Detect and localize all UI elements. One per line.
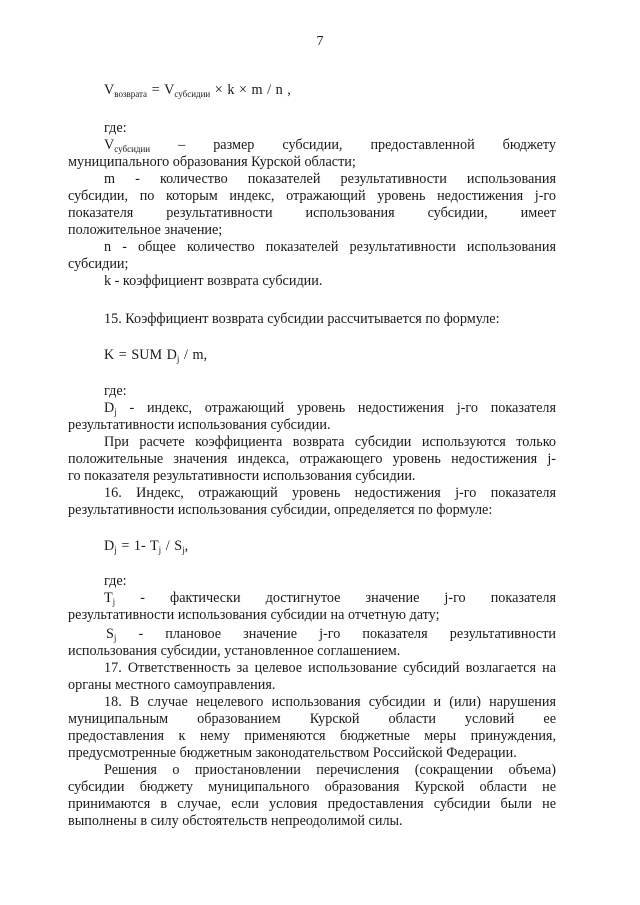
- where-label-3: где:: [104, 573, 127, 589]
- def-m-line2: субсидии, по которым индекс, отражающий уровень недостижения j-го: [68, 188, 556, 204]
- def-s-line1: $S_j$ - плановое значение j-го показателя результативности: [106, 626, 556, 643]
- calc-line1: При расчете коэффициента возврата субсидии используются только: [104, 434, 556, 450]
- page-number: 7: [316, 34, 324, 49]
- paragraph-17-line1: 17. Ответственность за целевое использование субсидий возлагается на: [104, 660, 556, 676]
- def-d-line1: $D_j$ - индекс, отражающий уровень недостижения j-го показателя: [104, 400, 556, 417]
- def-n-line1: n - общее количество показателей результативности использования: [104, 239, 556, 255]
- paragraph-18-line1: 18. В случае нецелевого использования субсидии и (или) нарушения: [104, 694, 556, 710]
- def-v-line2: муниципального образования Курской области;: [68, 154, 356, 170]
- paragraph-18-line2: муниципальным образованием Курской области условий ее: [68, 711, 556, 727]
- paragraph-18-line3: предоставления к нему применяются бюджетные меры принуждения,: [68, 728, 556, 744]
- formula-k: K = SUM $D_j$ / m,: [104, 347, 208, 364]
- def-m-line1: m - количество показателей результативности использования: [104, 171, 556, 187]
- def-d-line2: результативности использования субсидии.: [68, 417, 331, 433]
- formula-d: $D_j = 1-$ $T_j / S_j$,: [104, 538, 189, 555]
- decision-line3: принимаются в случае, если условия предоставления субсидии были не: [68, 796, 556, 812]
- def-m-line3: показателя результативности использования субсидии, имеет: [68, 205, 556, 221]
- decision-line2: субсидии бюджету муниципального образования Курской области не: [68, 779, 556, 795]
- where-label-1: где:: [104, 120, 127, 136]
- paragraph-18-line4: предусмотренные бюджетным законодательством Российской Федерации.: [68, 745, 517, 761]
- calc-line3: го показателя результативности использования субсидии.: [68, 468, 416, 484]
- decision-line4: выполнены в силу обстоятельств непреодолимой силы.: [68, 813, 403, 829]
- paragraph-15: 15. Коэффициент возврата субсидии рассчитывается по формуле:: [104, 311, 500, 327]
- formula-v-return: $V_{возврата} = V_{субсидии} \times k \times m / n$ ,: [104, 82, 291, 99]
- paragraph-17-line2: органы местного самоуправления.: [68, 677, 276, 693]
- def-t-line2: результативности использования субсидии на отчетную дату;: [68, 607, 440, 623]
- paragraph-16-line2: результативности использования субсидии, определяется по формуле:: [68, 502, 493, 518]
- paragraph-16-line1: 16. Индекс, отражающий уровень недостижения j-го показателя: [104, 485, 556, 501]
- def-v-line1: $V_{субсидии}$ – размер субсидии, предоставленной бюджету: [104, 137, 556, 154]
- def-m-line4: положительное значение;: [68, 222, 223, 238]
- where-label-2: где:: [104, 383, 127, 399]
- def-s-line2: использования субсидии, установленное соглашением.: [68, 643, 401, 659]
- decision-line1: Решения о приостановлении перечисления (сокращении объема): [104, 762, 556, 778]
- def-k: k - коэффициент возврата субсидии.: [104, 273, 323, 289]
- def-t-line1: $T_j$ - фактически достигнутое значение j-го показателя: [104, 590, 556, 607]
- calc-line2: положительные значения индекса, отражающего уровень недостижения j-: [68, 451, 556, 467]
- def-n-line2: субсидии;: [68, 256, 129, 272]
